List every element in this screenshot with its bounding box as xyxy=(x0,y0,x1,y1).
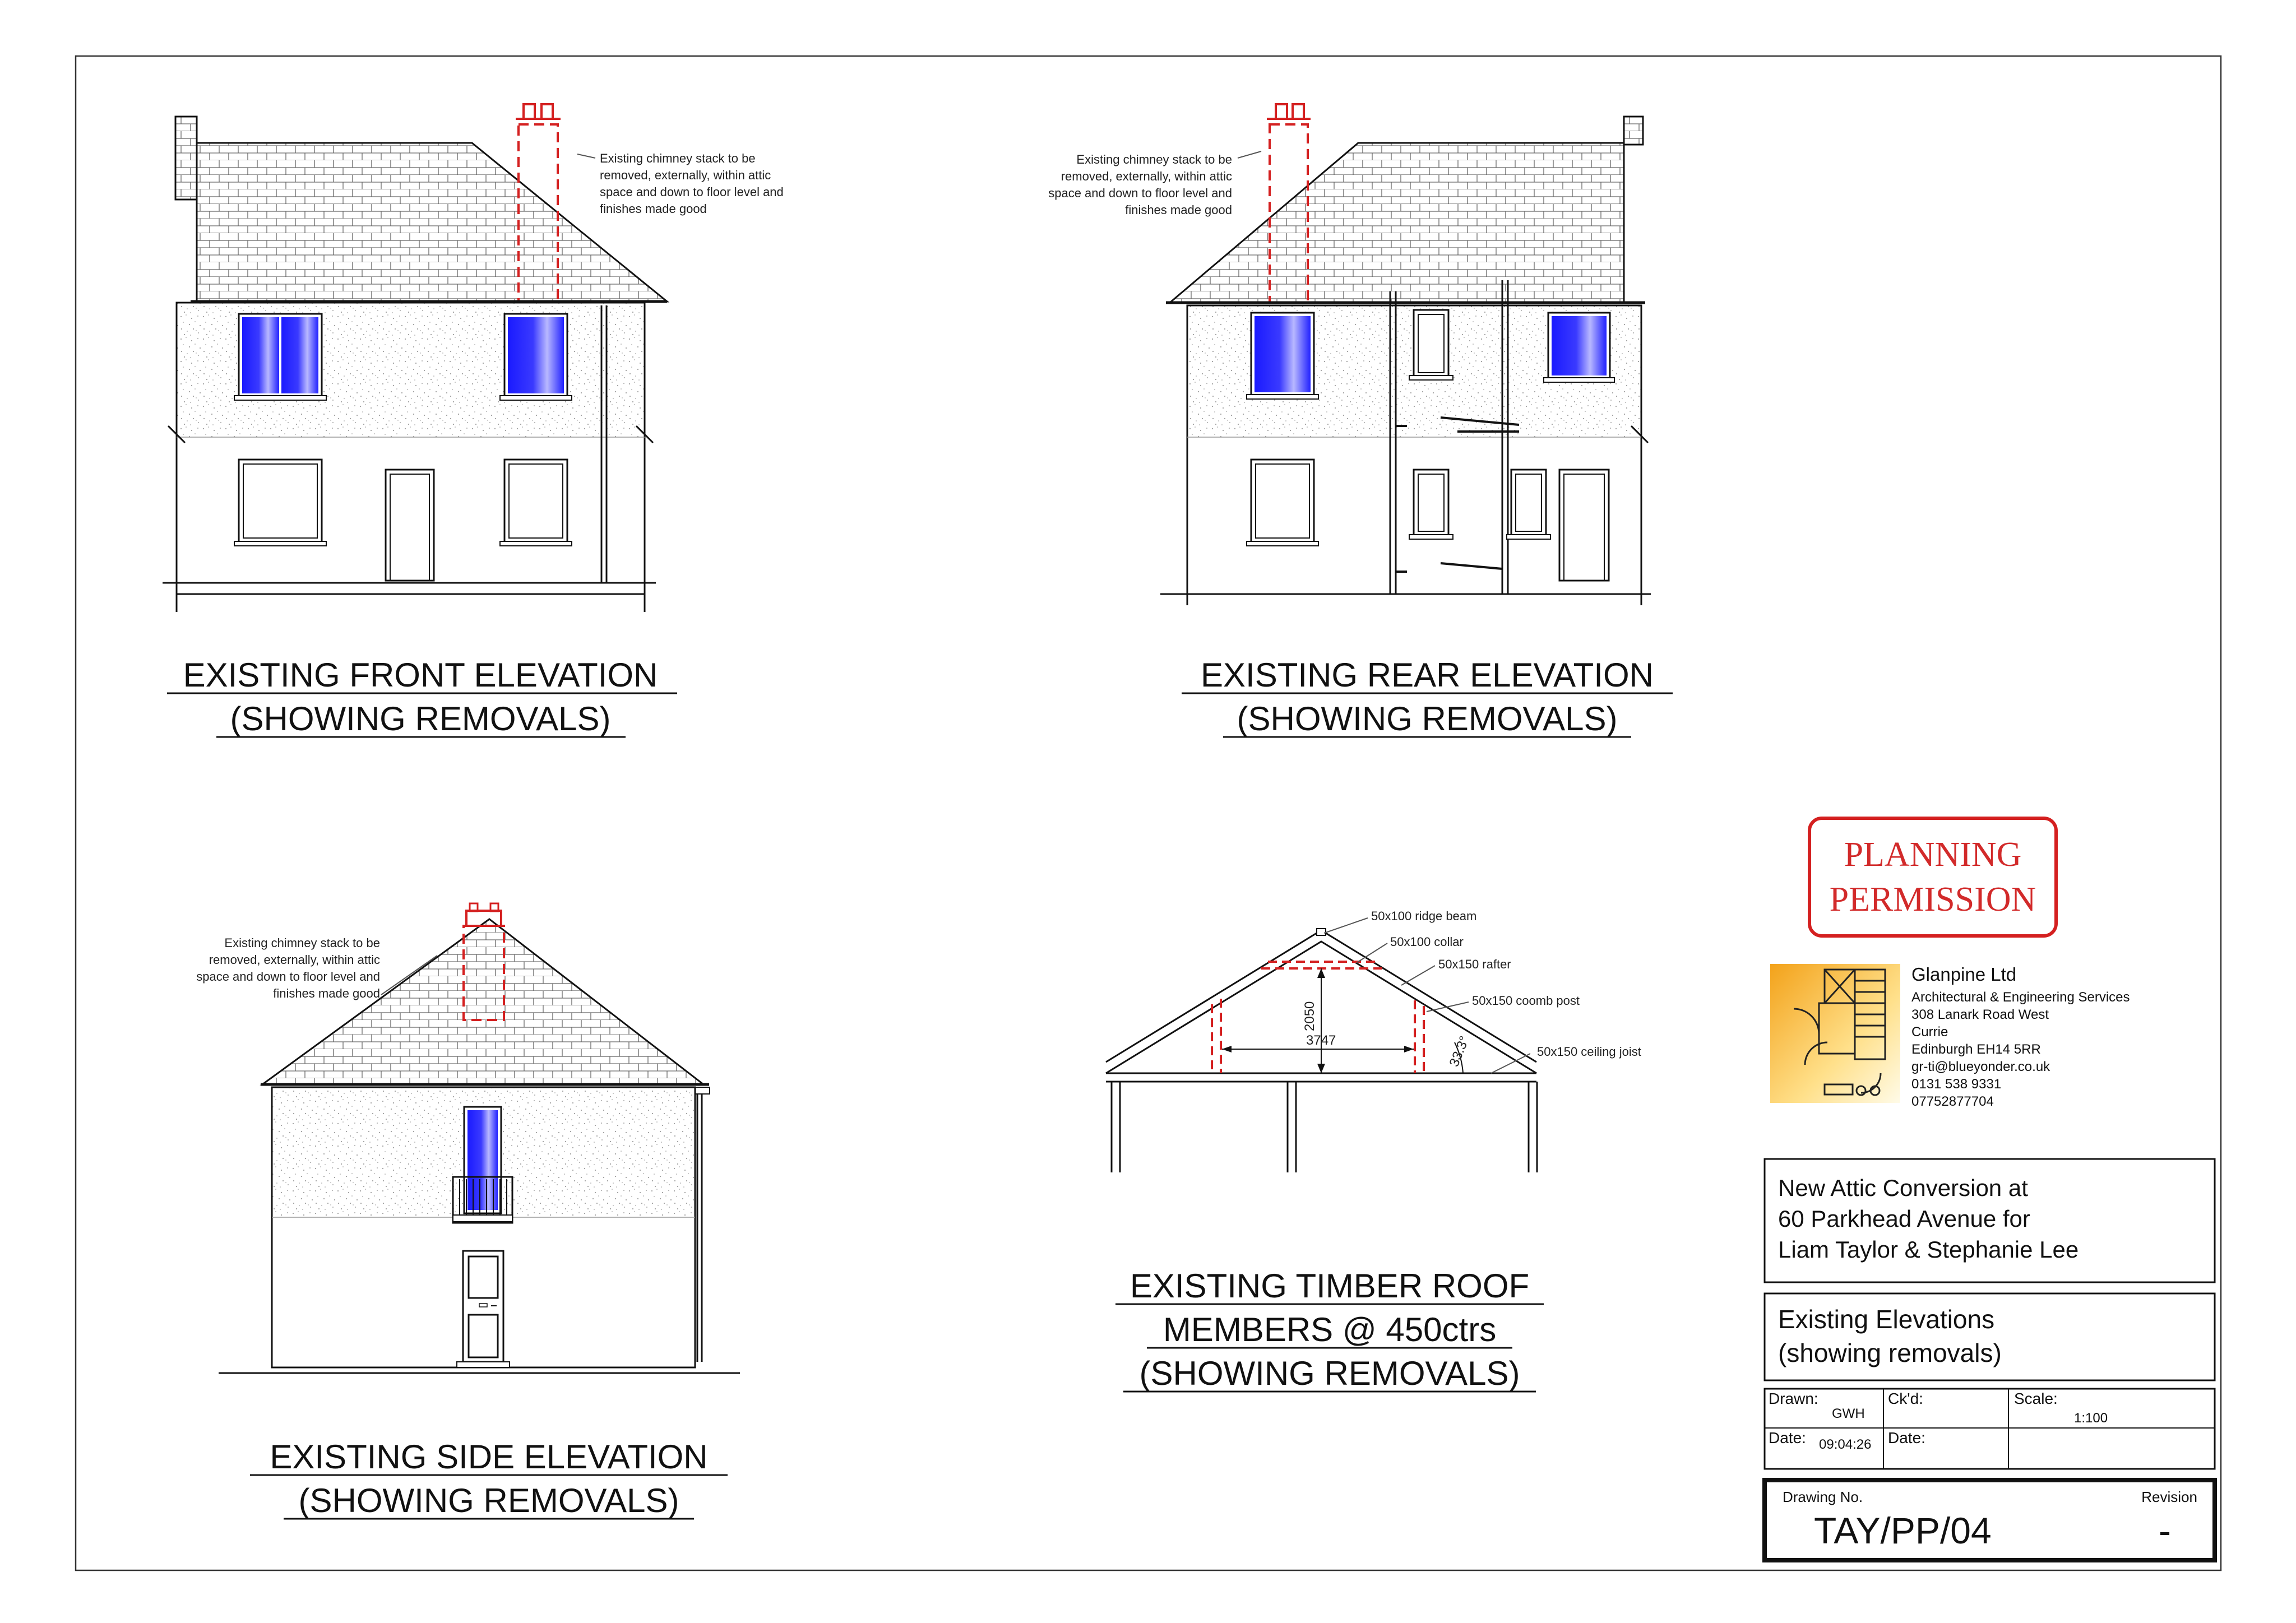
rear-roof xyxy=(1170,143,1624,303)
svg-text:(SHOWING REMOVALS): (SHOWING REMOVALS) xyxy=(230,700,611,738)
planning-permission-stamp xyxy=(1809,818,2056,936)
svg-text:Existing chimney stack to be: Existing chimney stack to be xyxy=(224,936,380,950)
roof-section xyxy=(1106,909,1641,1172)
svg-text:TAY/PP/04: TAY/PP/04 xyxy=(1814,1510,1992,1551)
svg-text:Existing Elevations: Existing Elevations xyxy=(1778,1305,1995,1334)
rear-chimney-note xyxy=(1048,152,1232,217)
rear-elevation-title xyxy=(1182,656,1673,738)
side-chimney-note xyxy=(196,936,380,1000)
front-left-stack xyxy=(175,117,197,200)
svg-text:GWH: GWH xyxy=(1832,1406,1865,1421)
svg-text:Date:: Date: xyxy=(1769,1429,1806,1446)
svg-text:Currie: Currie xyxy=(1911,1024,1948,1040)
front-elevation xyxy=(163,104,667,612)
svg-text:0131 538 9331: 0131 538 9331 xyxy=(1911,1077,2002,1092)
svg-text:Revision: Revision xyxy=(2141,1488,2197,1505)
svg-text:50x100 ridge beam: 50x100 ridge beam xyxy=(1371,909,1477,923)
svg-text:50x100 collar: 50x100 collar xyxy=(1390,935,1464,949)
svg-text:(SHOWING REMOVALS): (SHOWING REMOVALS) xyxy=(1237,700,1618,738)
svg-text:gr-ti@blueyonder.co.uk: gr-ti@blueyonder.co.uk xyxy=(1911,1059,2050,1074)
svg-text:50x150 rafter: 50x150 rafter xyxy=(1438,957,1511,971)
svg-text:finishes made good: finishes made good xyxy=(600,202,707,216)
front-door xyxy=(386,470,434,581)
svg-text:MEMBERS @ 450ctrs: MEMBERS @ 450ctrs xyxy=(1163,1311,1497,1348)
svg-text:finishes made good: finishes made good xyxy=(273,986,380,1000)
svg-text:finishes made good: finishes made good xyxy=(1125,203,1232,217)
svg-text:Ck'd:: Ck'd: xyxy=(1888,1390,1923,1407)
svg-text:07752877704: 07752877704 xyxy=(1911,1094,1994,1109)
drawing-number-box xyxy=(1765,1480,2215,1560)
front-elevation-title xyxy=(167,656,677,738)
svg-text:33.3°: 33.3° xyxy=(1446,1033,1473,1069)
svg-text:308 Lanark Road West: 308 Lanark Road West xyxy=(1911,1007,2049,1022)
svg-text:Liam Taylor & Stephanie Lee: Liam Taylor & Stephanie Lee xyxy=(1778,1236,2079,1263)
svg-text:1:100: 1:100 xyxy=(2074,1411,2108,1426)
svg-text:New Attic Conversion at: New Attic Conversion at xyxy=(1778,1175,2028,1201)
rear-elevation xyxy=(1160,104,1651,605)
front-roof xyxy=(197,143,667,302)
svg-text:Drawing No.: Drawing No. xyxy=(1783,1488,1863,1505)
sheet-title-box xyxy=(1765,1293,2215,1380)
roof-section-title xyxy=(1115,1267,1544,1392)
svg-text:-: - xyxy=(2159,1510,2171,1551)
svg-text:50x150 coomb post: 50x150 coomb post xyxy=(1472,994,1580,1008)
svg-text:Edinburgh EH14 5RR: Edinburgh EH14 5RR xyxy=(1911,1042,2041,1057)
project-box xyxy=(1765,1159,2215,1282)
svg-text:EXISTING SIDE ELEVATION: EXISTING SIDE ELEVATION xyxy=(270,1438,708,1476)
front-chimney-note xyxy=(600,151,784,216)
svg-text:50x150 ceiling joist: 50x150 ceiling joist xyxy=(1537,1045,1641,1059)
svg-text:space and down to floor level: space and down to floor level and xyxy=(196,970,380,984)
drawing-info-table xyxy=(1765,1389,2215,1469)
svg-text:Date:: Date: xyxy=(1888,1429,1925,1446)
svg-text:(SHOWING REMOVALS): (SHOWING REMOVALS) xyxy=(1139,1355,1520,1392)
svg-text:removed, externally, within at: removed, externally, within attic xyxy=(600,168,771,182)
svg-text:PLANNING: PLANNING xyxy=(1844,836,2022,874)
svg-text:removed, externally, within at: removed, externally, within attic xyxy=(1061,169,1232,183)
company-details xyxy=(1911,964,2130,1109)
svg-text:EXISTING TIMBER ROOF: EXISTING TIMBER ROOF xyxy=(1130,1267,1530,1305)
svg-text:space and down to floor level: space and down to floor level and xyxy=(600,185,784,199)
svg-text:EXISTING FRONT ELEVATION: EXISTING FRONT ELEVATION xyxy=(183,656,658,694)
svg-text:space and down to floor level: space and down to floor level and xyxy=(1048,186,1232,200)
svg-text:Glanpine Ltd: Glanpine Ltd xyxy=(1911,964,2017,985)
svg-text:(SHOWING REMOVALS): (SHOWING REMOVALS) xyxy=(298,1482,679,1519)
svg-text:EXISTING REAR ELEVATION: EXISTING REAR ELEVATION xyxy=(1201,656,1654,694)
svg-text:Drawn:: Drawn: xyxy=(1769,1390,1818,1407)
company-logo xyxy=(1770,964,1900,1103)
svg-text:Existing chimney stack to be: Existing chimney stack to be xyxy=(1076,152,1232,166)
svg-text:Architectural & Engineering Se: Architectural & Engineering Services xyxy=(1911,990,2130,1005)
svg-text:Scale:: Scale: xyxy=(2014,1390,2058,1407)
svg-text:Existing chimney stack to be: Existing chimney stack to be xyxy=(600,151,756,165)
svg-text:60 Parkhead Avenue for: 60 Parkhead Avenue for xyxy=(1778,1205,2030,1232)
side-elevation-title xyxy=(250,1438,728,1519)
svg-text:2050: 2050 xyxy=(1302,1001,1317,1031)
svg-text:PERMISSION: PERMISSION xyxy=(1829,880,2036,919)
svg-text:removed, externally, within at: removed, externally, within attic xyxy=(209,953,380,967)
svg-text:(showing removals): (showing removals) xyxy=(1778,1338,2002,1367)
svg-text:3747: 3747 xyxy=(1306,1033,1336,1048)
svg-text:09:04:26: 09:04:26 xyxy=(1819,1437,1872,1452)
